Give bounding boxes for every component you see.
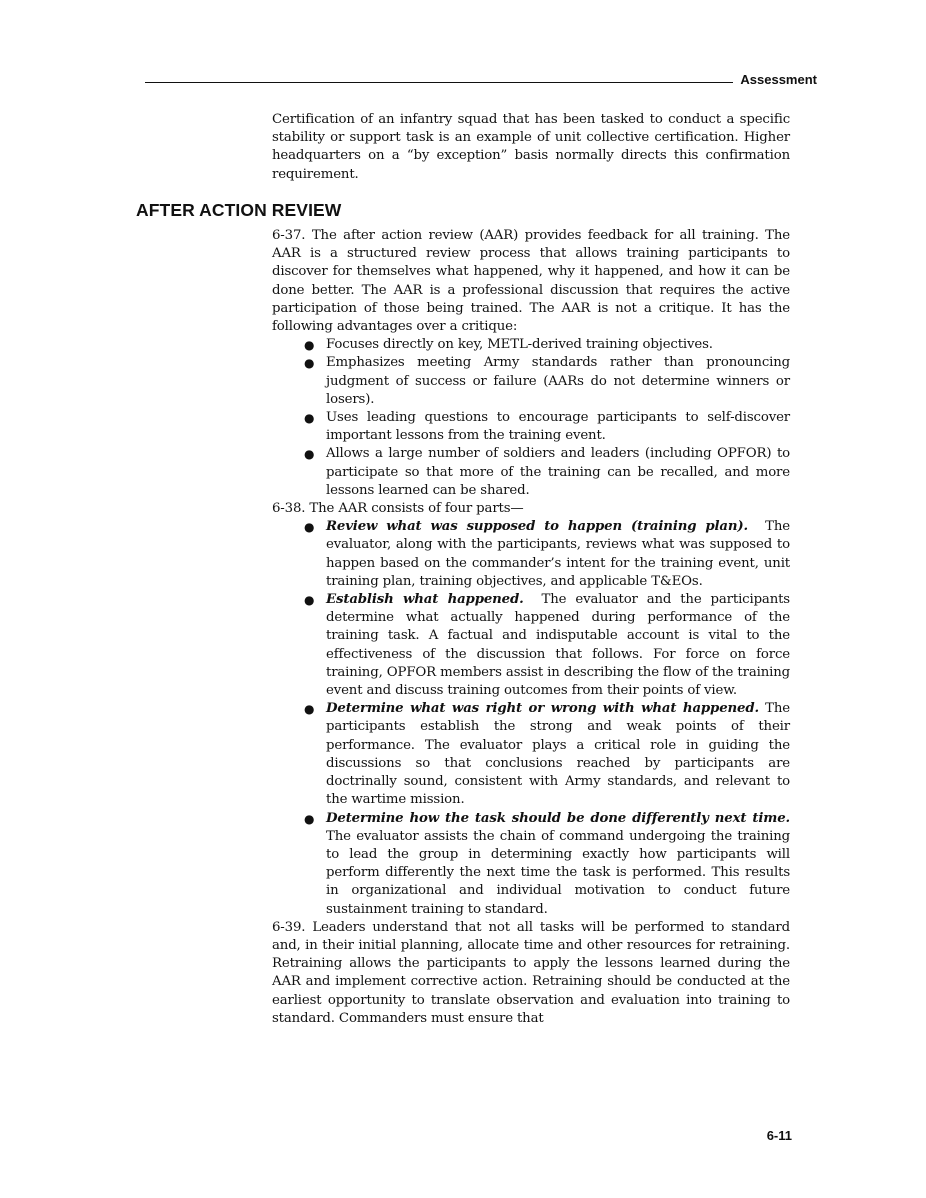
part-text: The evaluator assists the chain of command undergoing the training to lead the group in determining exactly how participants will perform differently the next time the task is performed. This results in organizational and individual motivation to conduct future sustainment training to standard. — [326, 828, 790, 917]
paragraph-6-38: 6-38. The AAR consists of four parts— — [272, 501, 524, 517]
part-text: The evaluator and the participants determine what actually happened during performance of the training task. A factual and indisputable account is vital to the effectiveness of the discussion that follows. For force on force training, OPFOR members assist in describing the flow of the training event and discuss training outcomes from their points of view. — [326, 592, 790, 699]
intro-block — [272, 111, 790, 184]
header-rule — [145, 82, 733, 83]
bullet-icon: ● — [304, 356, 315, 371]
part-lead: Determine how the task should be done differently next time. — [326, 810, 790, 826]
part-text: The participants establish the strong and weak points of their performance. The evaluator plays a critical role in guiding the discussions so that conclusions reached by participants are doctrinally sound, consistent with Army standards, and relevant to the wartime mission. — [326, 701, 790, 808]
list-item: ● Uses leading questions to encourage participants to self-discover important lessons from the training event. — [304, 410, 790, 444]
bullet-icon: ● — [304, 520, 315, 535]
part-lead: Determine what was right or wrong with what happened. — [326, 701, 759, 717]
page-number: 6-11 — [766, 1128, 792, 1143]
part-lead: Establish what happened. — [326, 592, 524, 608]
bullet-icon: ● — [304, 811, 315, 826]
section-heading: AFTER ACTION REVIEW — [136, 200, 342, 220]
paragraph-6-39: 6-39. Leaders understand that not all tasks will be performed to standard and, in their initial planning, allocate time and other resources for retraining. Retraining allows the participants to apply the lessons learned during the AAR and implement corrective action. Retraining should be conducted at the earliest opportunity to translate observation and evaluation into training to standard. Commanders must ensure that — [272, 919, 790, 1026]
list-item — [304, 591, 790, 700]
bullet-icon: ● — [304, 702, 315, 717]
bullet-icon: ● — [304, 411, 315, 426]
running-head — [145, 72, 817, 90]
chapter-title: Assessment — [740, 72, 817, 87]
list-item — [304, 810, 790, 919]
list-item: ● Focuses directly on key, METL-derived training objectives. — [326, 336, 790, 354]
bullet-icon: ● — [304, 447, 315, 462]
list-item: ● Allows a large number of soldiers and leaders (including OPFOR) to participate so that more of the training can be recalled, and more lessons learned can be shared. — [304, 446, 790, 498]
intro-paragraph: Certification of an infantry squad that has been tasked to conduct a specific stability or support task is an example of unit collective certification. Higher headquarters on a “by exception” basis normally directs this confirmation requirement. — [272, 112, 790, 182]
part-lead: Review what was supposed to happen (training plan). — [326, 519, 749, 535]
section-body — [272, 227, 790, 1028]
advantages-list — [272, 336, 790, 500]
aar-parts-list — [272, 518, 790, 918]
bullet-icon: ● — [304, 593, 315, 608]
bullet-icon: ● — [304, 338, 315, 353]
list-item — [304, 700, 790, 809]
list-item: ● Emphasizes meeting Army standards rather than pronouncing judgment of success or failure (AARs do not determine winners or losers). — [304, 355, 790, 407]
part-text: The evaluator, along with the participants, reviews what was supposed to happen based on the commander’s intent for the training event, unit training plan, training objectives, and applicable T&EOs. — [326, 519, 791, 589]
list-item — [304, 518, 791, 591]
paragraph-6-37: 6-37. The after action review (AAR) provides feedback for all training. The AAR is a structured review process that allows training participants to discover for themselves what happened, why it happened, and how it can be done better. The AAR is a professional discussion that requires the active participation of those being trained. The AAR is not a critique. It has the following advantages over a critique: — [272, 228, 790, 335]
